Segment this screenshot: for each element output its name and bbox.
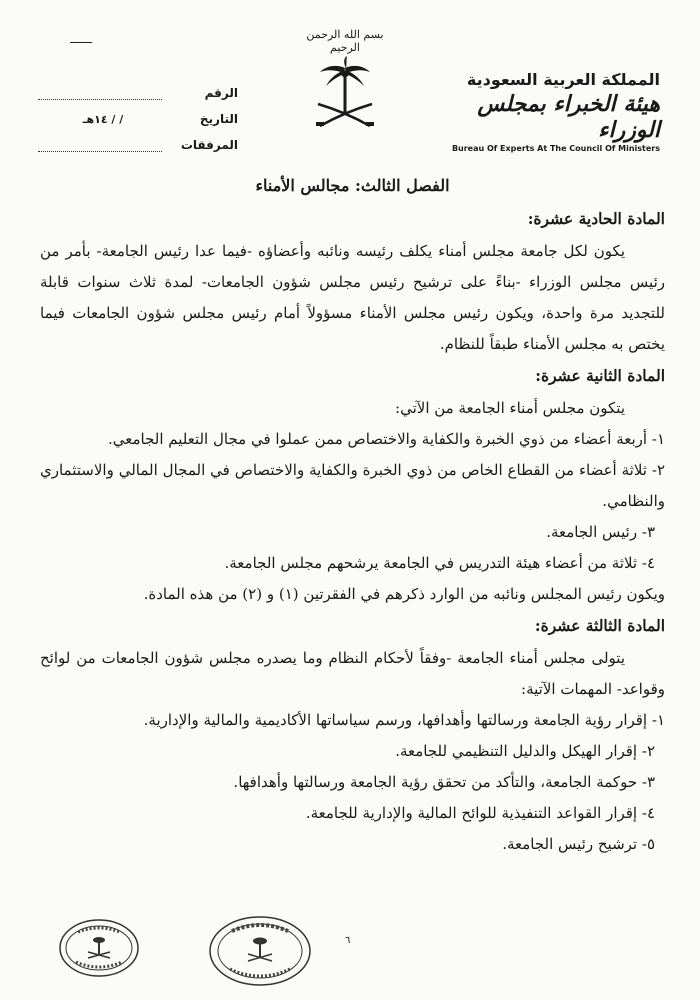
middle-seal-stamp bbox=[208, 915, 312, 987]
page-number: ٦ bbox=[345, 935, 351, 946]
kingdom-title: المملكة العربية السعودية bbox=[466, 70, 660, 89]
reference-fields bbox=[38, 80, 238, 158]
list-item: ٤- إقرار القواعد التنفيذية للوائح المالية والإدارية للجامعة. bbox=[305, 804, 655, 822]
date-value: / / ١٤هـ bbox=[82, 112, 124, 126]
attachments-label: المرفقات bbox=[180, 138, 238, 152]
article-11-text: يكون لكل جامعة مجلس أمناء يكلف رئيسه ونائبه وأعضاؤه -فيما عدا رئيس الجامعة- بأمر من رئيس مجلس الوزراء -بناءً على ترشيح رئيس مجلس شؤون الجامعات- لمدة ثلاث سنوات قابلة للتجديد مرة واحدة، ويكون رئيس مجلس الأمناء مسؤولاً أمام رئيس مجلس شؤون الجامعات فيما يختص به مجلس الأمناء طبقاً للنظام. bbox=[40, 242, 665, 353]
list-item: ٣- حوكمة الجامعة، والتأكد من تحقق رؤية الجامعة ورسالتها وأهدافها. bbox=[233, 773, 655, 791]
article-12-intro: يتكون مجلس أمناء الجامعة من الآتي: bbox=[395, 399, 625, 417]
bureau-name-english: Bureau Of Experts At The Council Of Ministers bbox=[451, 144, 660, 153]
letterhead bbox=[435, 70, 660, 153]
attachments-field bbox=[38, 132, 238, 158]
document-body bbox=[40, 172, 665, 860]
date-field bbox=[38, 106, 238, 132]
article-12-title: المادة الثانية عشرة: bbox=[535, 366, 665, 385]
article-11-title: المادة الحادية عشرة: bbox=[527, 209, 665, 228]
list-item: ١- إقرار رؤية الجامعة ورسالتها وأهدافها، ورسم سياساتها الأكاديمية والمالية والإدارية. bbox=[143, 711, 665, 729]
list-item: ١- أربعة أعضاء من ذوي الخبرة والكفاية والاختصاص ممن عملوا في مجال التعليم الجامعي. bbox=[107, 430, 665, 448]
chapter-title: الفصل الثالث: مجالس الأمناء bbox=[255, 176, 450, 195]
article-12-closing: ويكون رئيس المجلس ونائبه من الوارد ذكرهم في الفقرتين (١) و (٢) من هذه المادة. bbox=[143, 585, 665, 603]
bureau-name-arabic: هيئة الخبراء بمجلس الوزراء bbox=[477, 91, 660, 143]
attachments-line bbox=[38, 139, 162, 152]
date-label: التاريخ bbox=[199, 112, 238, 126]
list-item: ٥- ترشيح رئيس الجامعة. bbox=[502, 835, 655, 853]
list-item: ٢- ثلاثة أعضاء من القطاع الخاص من ذوي الخبرة والكفاية والاختصاص في المجال المالي والاستثماري والنظامي. bbox=[40, 461, 665, 510]
corner-mark bbox=[70, 42, 92, 43]
ref-field bbox=[38, 80, 238, 106]
ref-label: الرقم bbox=[204, 86, 238, 100]
list-item: ٤- ثلاثة من أعضاء هيئة التدريس في الجامعة يرشحهم مجلس الجامعة. bbox=[224, 554, 655, 572]
list-item: ٢- إقرار الهيكل والدليل التنظيمي للجامعة. bbox=[395, 742, 655, 760]
article-13-title: المادة الثالثة عشرة: bbox=[534, 616, 665, 635]
article-13-intro: يتولى مجلس أمناء الجامعة -وفقاً لأحكام النظام وما يصدره مجلس شؤون الجامعات من لوائح وقواعد- المهمات الآتية: bbox=[40, 649, 665, 698]
ref-line bbox=[38, 87, 162, 100]
left-seal-stamp bbox=[58, 918, 140, 978]
bismillah: بسم الله الرحمن الرحيم bbox=[306, 28, 384, 54]
list-item: ٣- رئيس الجامعة. bbox=[546, 523, 655, 541]
emblem bbox=[300, 28, 390, 134]
palm-swords-icon bbox=[314, 56, 376, 134]
